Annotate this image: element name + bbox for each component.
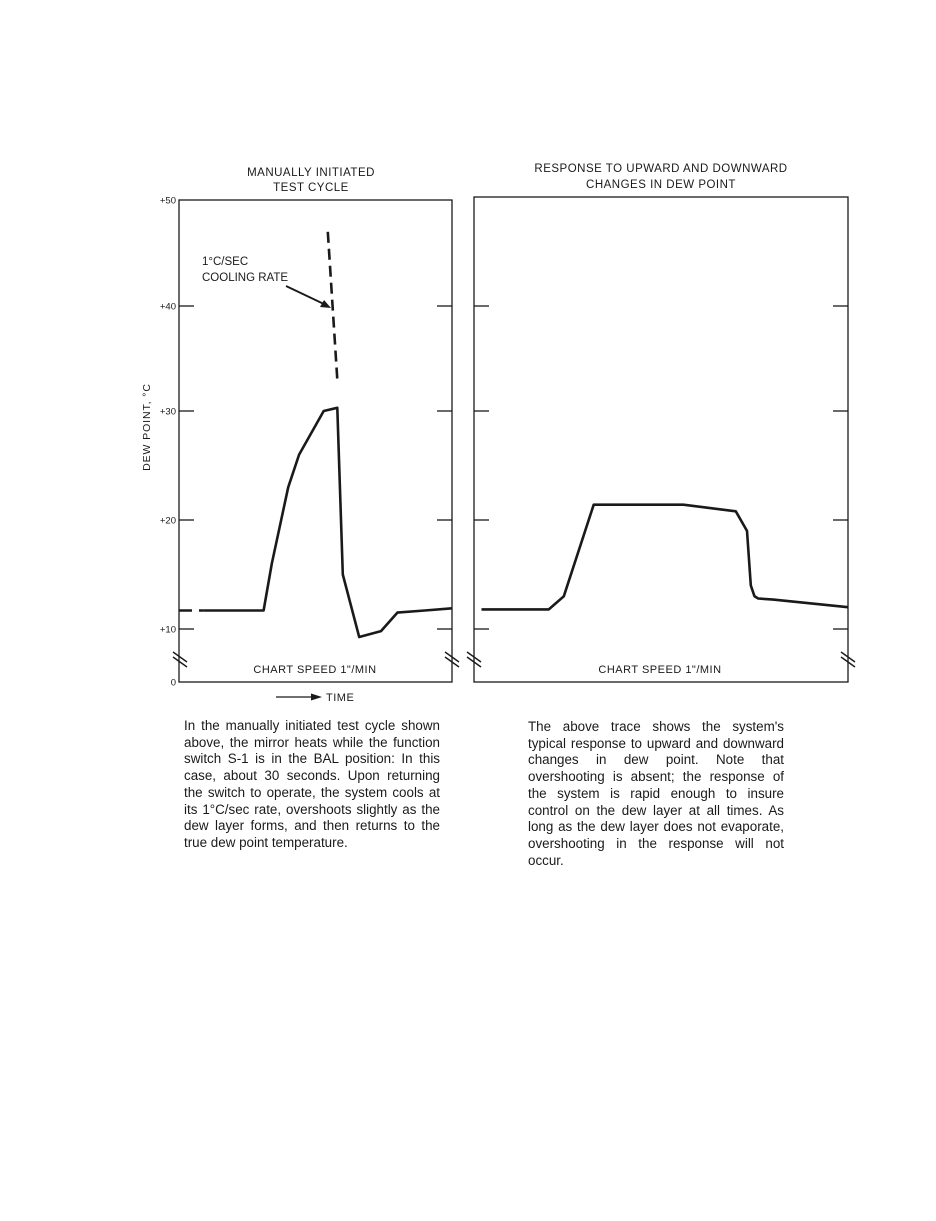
left-series-line-2 [328, 232, 338, 380]
y-axis-label: DEW POINT, °C [141, 383, 153, 471]
cooling-rate-label-line-1: 1°C/SEC [202, 256, 249, 268]
cooling-rate-label-line-2: COOLING RATE [202, 272, 289, 284]
right-paragraph: The above trace shows the system's typical response to upward and downward changes in dew point. Note that overshooting is absent; the response of the system is rapid enough to insure control on the dew layer at all times. As long as the dew layer does not evaporate, overshooting in the response will not occur. [528, 719, 784, 868]
y-tick-label-50: +50 [159, 195, 176, 207]
y-tick-label-0: 0 [170, 677, 176, 689]
right-ticks [474, 306, 848, 629]
left-chart-speed-label: CHART SPEED 1"/MIN [253, 664, 377, 676]
left-chart-title-line-1: MANUALLY INITIATED [247, 167, 375, 179]
left-ticks [179, 306, 452, 629]
time-label: TIME [326, 692, 355, 704]
right-chart-speed-label: CHART SPEED 1"/MIN [598, 664, 722, 676]
right-series-group [482, 505, 849, 610]
y-tick-label-30: +30 [159, 406, 176, 418]
right-chart [467, 163, 855, 682]
left-series-group [179, 232, 452, 637]
y-tick-label-40: +40 [159, 301, 176, 313]
cooling-rate-arrow [286, 286, 331, 308]
right-series-line-0 [482, 505, 849, 610]
right-chart-title-line-1: RESPONSE TO UPWARD AND DOWNWARD [534, 163, 788, 175]
left-chart [141, 167, 459, 704]
time-arrow [276, 694, 322, 701]
right-chart-title-line-2: CHANGES IN DEW POINT [586, 179, 736, 191]
y-tick-label-20: +20 [159, 515, 176, 527]
left-chart-title-line-2: TEST CYCLE [273, 182, 349, 194]
left-tick-labels [160, 196, 176, 689]
y-tick-label-10: +10 [159, 624, 176, 636]
left-axis-break-left [173, 652, 187, 667]
left-series-line-1 [204, 408, 452, 637]
left-paragraph: In the manually initiated test cycle shown above, the mirror heats while the function switch S-1 is in the BAL position: In this case, about 30 seconds. Upon returning the switch to operate, the system cools at its 1°C/sec rate, overshoots slightly as the dew layer forms, and then returns to the true dew point temperature. [184, 718, 440, 850]
